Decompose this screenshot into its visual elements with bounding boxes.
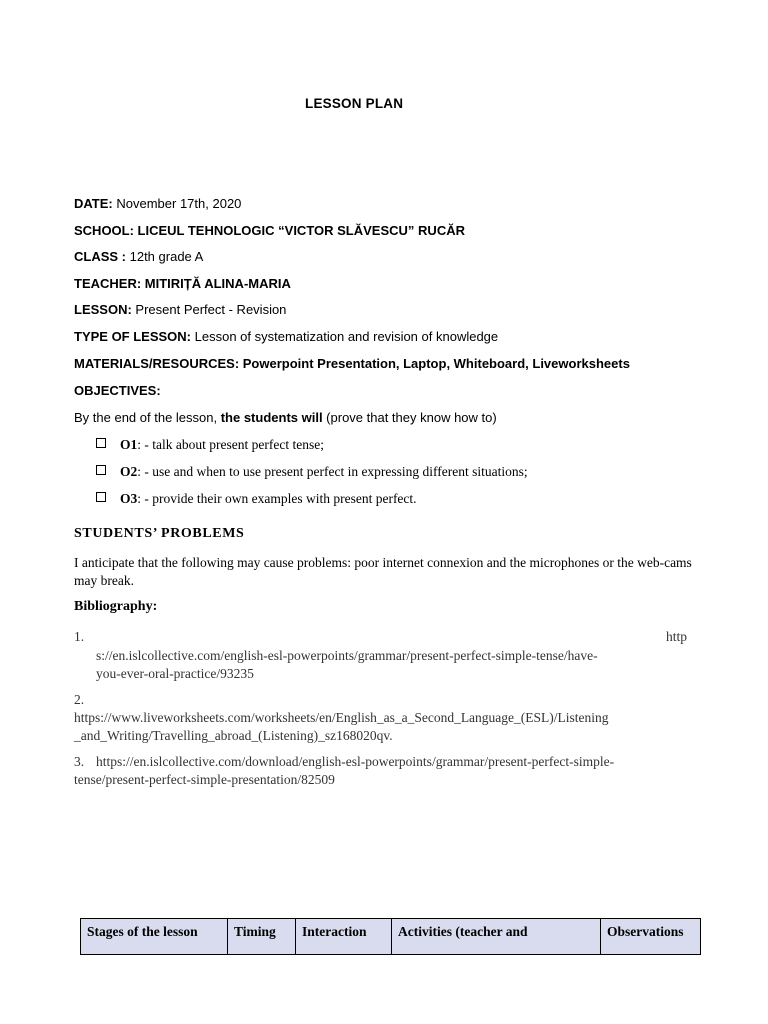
school-field <box>74 223 465 238</box>
bibliography-link-1-line3[interactable]: you-ever-oral-practice/93235 <box>96 666 254 681</box>
objective-item-o2 <box>96 464 528 480</box>
objectives-intro-bold: the students will <box>220 410 323 425</box>
objective-text: : - provide their own examples with present perfect. <box>137 491 417 506</box>
class-field <box>74 249 203 264</box>
column-header-interaction: Interaction <box>296 919 392 955</box>
checkbox-bullet-icon <box>96 492 106 502</box>
objective-text: : - talk about present perfect tense; <box>137 437 324 452</box>
column-header-observations: Observations <box>601 919 701 955</box>
bibliography-number-2: 2. <box>74 692 85 707</box>
lesson-label: LESSON: <box>74 302 132 317</box>
bibliography-number-1: 1. <box>74 629 85 644</box>
objective-text: : - use and when to use present perfect in expressing different situations; <box>137 464 528 479</box>
column-header-activities: Activities (teacher and <box>392 919 601 955</box>
lesson-value: Present Perfect - Revision <box>131 302 287 317</box>
type-of-lesson-field <box>74 329 498 344</box>
objective-code: O1 <box>120 437 138 452</box>
table-header-row <box>81 919 701 955</box>
objectives-label: OBJECTIVES: <box>74 383 161 398</box>
objectives-intro: By the end of the lesson, the students will (prove that they know how to) <box>74 410 497 425</box>
teacher-field <box>74 276 291 291</box>
objective-code: O3 <box>120 491 138 506</box>
lesson-stages-table <box>80 918 701 955</box>
bibliography-heading: Bibliography: <box>74 599 158 614</box>
column-header-stages: Stages of the lesson <box>81 919 228 955</box>
type-of-lesson-label: TYPE OF LESSON: <box>74 329 192 344</box>
teacher-label: TEACHER: MITIRIȚĂ ALINA-MARIA <box>74 276 291 291</box>
checkbox-bullet-icon <box>96 465 106 475</box>
bibliography-link-2-line1[interactable]: https://www.liveworksheets.com/worksheets/en/English_as_a_Second_Language_(ESL)/Listening <box>74 710 609 725</box>
page-title: LESSON PLAN <box>305 96 404 111</box>
materials-label: MATERIALS/RESOURCES: Powerpoint Presentation, Laptop, Whiteboard, Liveworksheets <box>74 356 630 371</box>
bibliography-number-3: 3. <box>74 754 85 769</box>
bibliography-link-3-line2[interactable]: tense/present-perfect-simple-presentation/82509 <box>74 772 335 787</box>
materials-field <box>74 356 630 371</box>
bibliography-link-2-line2[interactable]: _and_Writing/Travelling_abroad_(Listening)_sz168020qv. <box>74 728 393 743</box>
class-value: 12th grade A <box>126 249 204 264</box>
date-field <box>74 196 241 211</box>
objective-code: O2 <box>120 464 138 479</box>
school-label: SCHOOL: LICEUL TEHNOLOGIC “VICTOR SLĂVESCU” RUCĂR <box>74 223 465 238</box>
type-of-lesson-value: Lesson of systematization and revision of knowledge <box>191 329 499 344</box>
lesson-field <box>74 302 286 317</box>
date-value: November 17th, 2020 <box>112 196 242 211</box>
bibliography-link-1-line2[interactable]: s://en.islcollective.com/english-esl-powerpoints/grammar/present-perfect-simple-tense/have- <box>96 648 598 663</box>
objectives-heading <box>74 383 161 398</box>
bibliography-link-1-start[interactable]: http <box>666 629 688 644</box>
objective-item-o1 <box>96 437 324 453</box>
class-label: CLASS : <box>74 249 126 264</box>
objective-item-o3 <box>96 491 417 507</box>
date-label: DATE: <box>74 196 113 211</box>
students-problems-heading: STUDENTS’ PROBLEMS <box>74 526 245 541</box>
bibliography-link-3-line1[interactable]: https://en.islcollective.com/download/english-esl-powerpoints/grammar/present-perfect-simple- <box>96 754 615 769</box>
column-header-timing: Timing <box>228 919 296 955</box>
students-problems-text: I anticipate that the following may cause problems: poor internet connexion and the microphones or the web-cams may break. <box>74 555 692 588</box>
checkbox-bullet-icon <box>96 438 106 448</box>
